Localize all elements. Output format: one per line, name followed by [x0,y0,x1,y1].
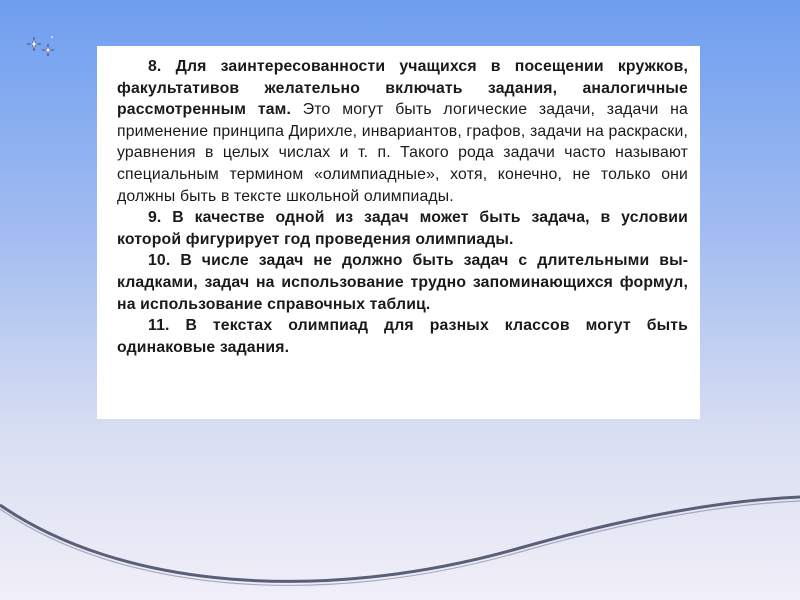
text-card [97,46,700,419]
paragraph-9 [117,207,688,250]
sparkle-stars-icon [26,34,62,62]
paragraph-10-bold: 10. В числе задач не должно быть задач с длительными выкладками, задач на использование трудно запоминающихся формул, на использование справочных таблиц. [117,252,688,313]
paragraph-10 [117,250,688,315]
paragraph-9-bold: 9. В качестве одной из задач может быть задача, в условии которой фигурирует год проведения олимпиады. [117,209,688,248]
paragraph-8 [117,56,688,207]
paragraph-11 [117,315,688,358]
paragraph-8-text: Это могут быть логические задачи, задачи на применение принципа Дирихле, инвариантов, графов, задачи на раскраски, уравнения в целых числах и т. п. Такого рода задачи часто называют специальным термином «олимпиадные», хотя, конечно, не только они должны быть в тексте школьной олимпиады. [117,101,688,205]
paragraph-11-bold: 11. В текстах олимпиад для разных классов могут быть одинаковые задания. [117,317,688,356]
paragraph-8-bold: 8. Для заинтересованности учащихся в посещении кружков, факультативов желательно включать задания, аналогичные рассмотренным там. [117,58,688,119]
